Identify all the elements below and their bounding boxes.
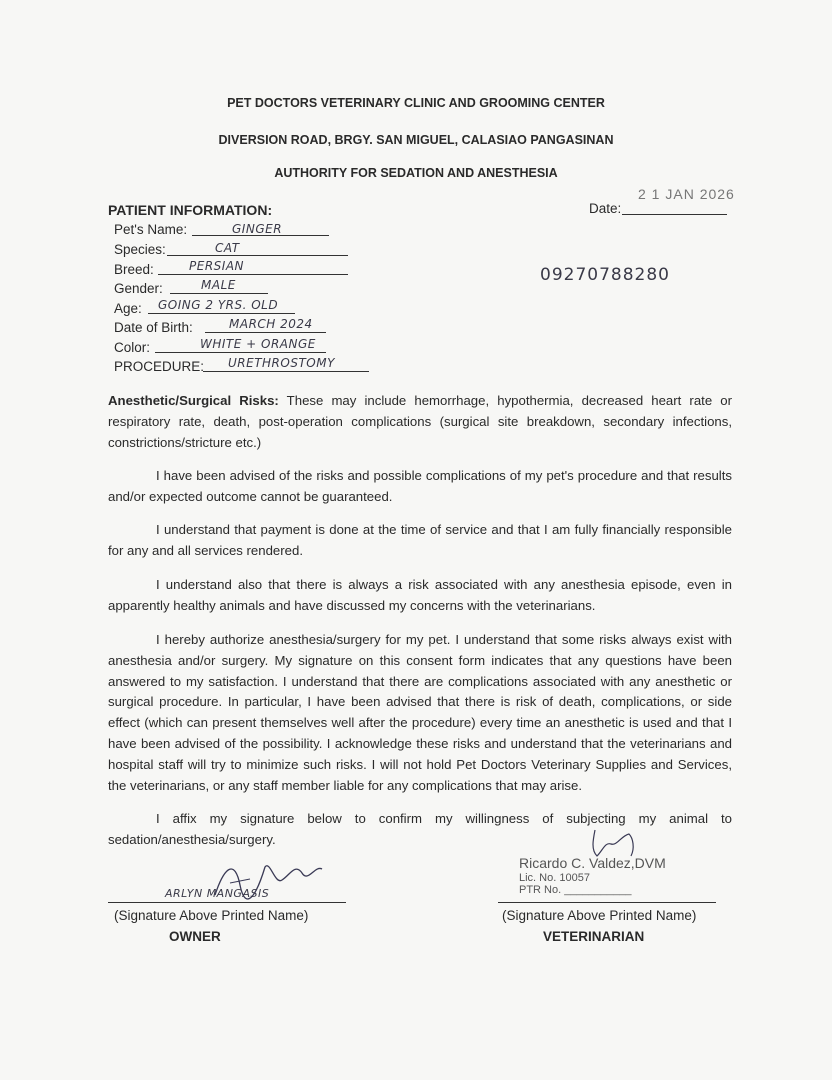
clinic-name: PET DOCTORS VETERINARY CLINIC AND GROOMING CENTER xyxy=(227,96,605,110)
vet-ptr: PTR No. ___________ xyxy=(519,884,632,896)
color-value: WHITE + ORANGE xyxy=(200,337,316,351)
paragraph-payment: I understand that payment is done at the time of service and that I am fully financially responsible for any and all services rendered. xyxy=(108,522,732,558)
owner-signature-line xyxy=(108,902,346,903)
vet-signature-line xyxy=(498,902,716,903)
owner-printed-name: ARLYN MANGASIS xyxy=(165,887,270,900)
owner-role: OWNER xyxy=(169,929,221,944)
species-line xyxy=(167,255,348,256)
paragraph-authorization: I hereby authorize anesthesia/surgery for my pet. I understand that some risks always exist with anesthesia and/or surgery. My signature on this consent form indicates that any questions have been answered to my satisfaction. I understand that there are complications associated with any anesthetic or surgical procedure. In particular, I have been advised that there is risk of death, complications, or side effect (which can present themselves well after the procedure) every time an anesthetic is used and that I have been advised of the possibility. I acknowledge these risks and understand that the veterinarians and hospital staff will try to minimize such risks. I will not hold Pet Doctors Veterinary Supplies and Services, the veterinarians, or any staff member liable for any complications that may arise. xyxy=(108,632,732,793)
breed-label: Breed: xyxy=(114,262,154,277)
vet-role: VETERINARIAN xyxy=(543,929,645,944)
clinic-address: DIVERSION ROAD, BRGY. SAN MIGUEL, CALASIAO PANGASINAN xyxy=(218,133,614,147)
owner-signature-caption: (Signature Above Printed Name) xyxy=(114,908,309,923)
risks-title: Anesthetic/Surgical Risks: xyxy=(108,393,279,408)
risks-paragraph xyxy=(108,391,732,453)
vet-signature-caption: (Signature Above Printed Name) xyxy=(502,908,697,923)
dob-label: Date of Birth: xyxy=(114,320,193,335)
gender-value: MALE xyxy=(201,278,236,292)
age-value: GOING 2 YRS. OLD xyxy=(158,298,279,312)
breed-value: PERSIAN xyxy=(189,259,244,273)
paragraph-affix-signature: I affix my signature below to confirm my willingness of subjecting my animal to sedation/anesthesia/surgery. xyxy=(108,811,732,847)
age-label: Age: xyxy=(114,301,142,316)
color-line xyxy=(155,352,326,353)
vet-name: Ricardo C. Valdez,DVM xyxy=(519,855,666,871)
dob-value: MARCH 2024 xyxy=(229,317,313,331)
dob-line xyxy=(205,332,326,333)
vet-license: Lic. No. 10057 xyxy=(519,872,590,884)
date-label: Date: xyxy=(589,201,622,216)
color-label: Color: xyxy=(114,340,151,355)
species-label: Species: xyxy=(114,242,166,257)
procedure-line xyxy=(203,371,369,372)
gender-label: Gender: xyxy=(114,281,163,296)
age-line xyxy=(148,313,295,314)
pet-name-label: Pet's Name: xyxy=(114,222,188,237)
form-title: AUTHORITY FOR SEDATION AND ANESTHESIA xyxy=(274,166,558,180)
paragraph-anesthesia-risk: I understand also that there is always a risk associated with any anesthesia episode, even in apparently healthy animals and have discussed my concerns with the veterinarians. xyxy=(108,577,732,613)
gender-line xyxy=(170,293,268,294)
phone-number: 09270788280 xyxy=(540,265,670,285)
procedure-value: URETHROSTOMY xyxy=(228,356,335,370)
breed-line xyxy=(158,274,348,275)
pet-name-value: GINGER xyxy=(232,222,283,236)
procedure-label: PROCEDURE: xyxy=(114,359,205,374)
date-stamp: 2 1 JAN 2026 xyxy=(638,186,735,202)
patient-info-heading: PATIENT INFORMATION: xyxy=(108,202,273,218)
paragraph-risks-advised: I have been advised of the risks and possible complications of my pet's procedure and that results and/or expected outcome cannot be guaranteed. xyxy=(108,468,732,504)
species-value: CAT xyxy=(215,241,240,255)
risks-text: These may include hemorrhage, hypothermia, decreased heart rate or respiratory rate, death, post-operation complications (surgical site breakdown, secondary infections, constrictions/stricture etc.) xyxy=(108,393,732,450)
date-line xyxy=(622,214,727,215)
